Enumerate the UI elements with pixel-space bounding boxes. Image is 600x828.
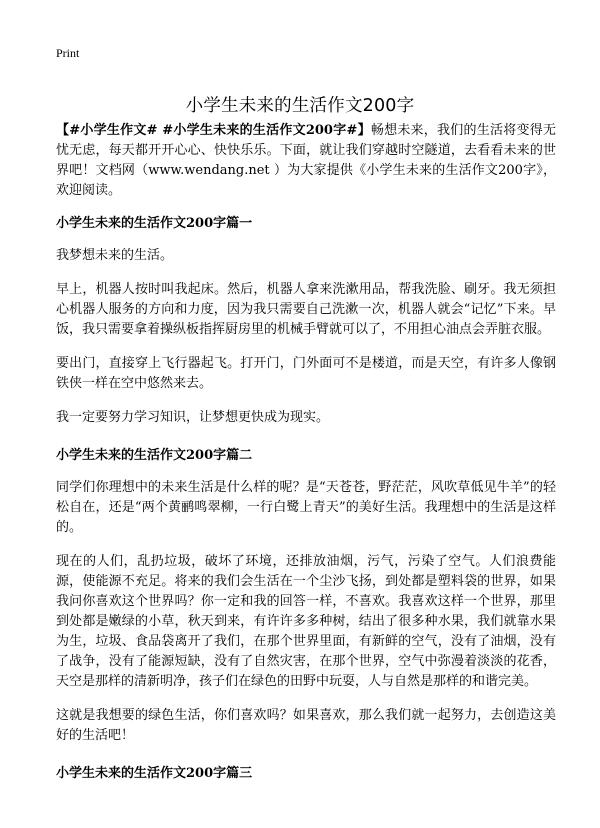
paragraph: 要出门，直接穿上飞行器起飞。打开门，门外面可不是楼道，而是天空，有许多人像钢铁侠一样在空中悠然来去。 [56, 356, 556, 391]
paragraph: 我一定要努力学习知识，让梦想更快成为现实。 [56, 410, 330, 425]
section-heading-2: 小学生未来的生活作文200字篇二 [56, 448, 253, 463]
paragraph: 现在的人们，乱扔垃圾，破坏了环境，还排放油烟，污气，污染了空气。人们浪费能源，使能源不充足。将来的我们会生活在一个尘沙飞扬，到处都是塑料袋的世界，如果我问你喜欢这个世界吗？你一定和我的回答一样，不喜欢。我喜欢这样一个世界，那里到处都是嫩绿的小草，秋天到来，有许许多多种树，结出了很多种水果，我们就靠水果为生，垃圾、食品袋离开了我们，在那个世界里面，有新鲜的空气，没有了油烟，没有了战争，没有了能源短缺，没有了自然灾害，在那个世界，空气中弥漫着淡淡的花香，天空是那样的清新明净，孩子们在绿色的田野中玩耍，人与自然是那样的和谐完美。 [56, 554, 556, 689]
page-title: 小学生未来的生活作文200字 [185, 95, 415, 116]
paragraph: 早上，机器人按时叫我起床。然后，机器人拿来洗漱用品，帮我洗脸、刷牙。我无须担心机器人服务的方向和力度，因为我只需要自己洗漱一次，机器人就会“记忆”下来。早饭，我只需要拿着操纵板指挥厨房里的机械手臂就可以了，不用担心油点会弄脏衣服。 [56, 282, 556, 337]
section-heading-1: 小学生未来的生活作文200字篇一 [56, 216, 253, 231]
article-body [56, 121, 556, 796]
lead-text: 畅想未来，我们的生活将变得无忧无虑，每天都开开心心、快快乐乐。下面，就让我们穿越时空隧道，去看看未来的世界吧！文档网（www.wendang.net ）为大家提供《小学生未来的生活作文200字》，欢迎阅读。 [56, 123, 556, 198]
lead-paragraph [56, 121, 556, 201]
print-link[interactable]: Print [56, 46, 80, 60]
section-heading-3: 小学生未来的生活作文200字篇三 [56, 766, 253, 781]
lead-tag: 【#小学生作文# #小学生未来的生活作文200字#】 [56, 123, 371, 138]
paragraph: 同学们你理想中的未来生活是什么样的呢？是“天苍苍，野茫茫，风吹草低见牛羊”的轻松自在，还是“两个黄鹂鸣翠柳，一行白鹭上青天”的美好生活。我理想中的生活是这样的。 [56, 480, 556, 535]
paragraph: 这就是我想要的绿色生活，你们喜欢吗？如果喜欢，那么我们就一起努力，去创造这美好的生活吧！ [56, 708, 556, 743]
paragraph: 我梦想未来的生活。 [56, 248, 174, 263]
